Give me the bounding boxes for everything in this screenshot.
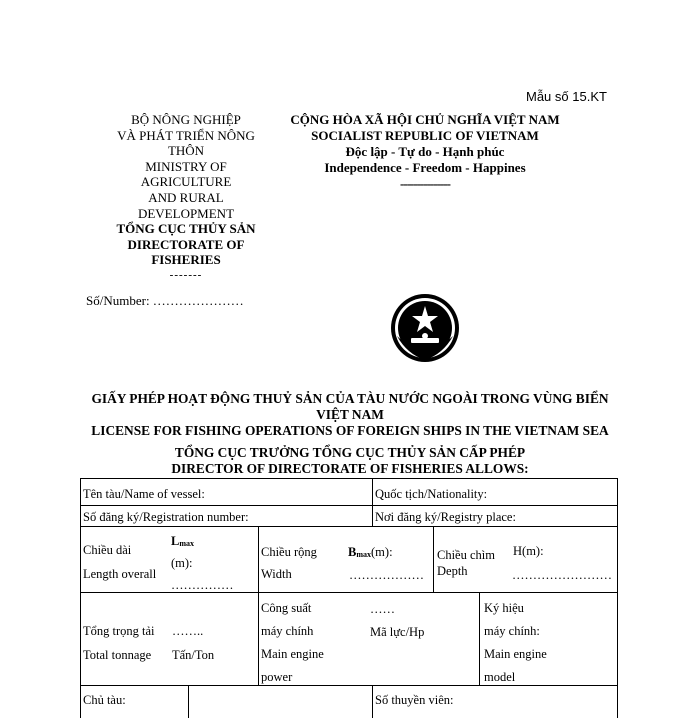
length-label-vi: Chiều dài [83,543,132,557]
director-title-en: DIRECTOR OF DIRECTORATE OF FISHERIES ALLOWS: [171,461,529,476]
width-label-en: Width [261,567,292,581]
engine-power-label: máy chính [261,624,314,638]
ministry-line: VÀ PHÁT TRIỂN NÔNG [117,127,255,143]
license-titles [80,391,620,477]
owner-label: Chủ tàu: [83,693,126,707]
width-symbol: Bmax(m): [348,545,393,559]
width-dots: ……………… [349,568,424,582]
national-heading [262,112,588,192]
form-code: Mẫu số 15.KT [526,89,607,104]
ministry-line: THÔN [167,143,205,159]
license-title-en: LICENSE FOR FISHING OPERATIONS OF FOREIGN SHIPS IN THE VIETNAM SEA [91,423,609,438]
engine-model-label: Main engine [484,647,547,661]
directorate-line: TỔNG CỤC THỦY SẢN [116,221,256,237]
length-label-en: Length overall [83,567,157,581]
issuing-authority [84,112,288,282]
engine-model-label: model [484,670,516,684]
crew-label: Số thuyền viên: [375,693,454,707]
ministry-line: AND RURAL [148,189,224,205]
depth-label: H(m): [513,544,544,558]
national-emblem [389,292,461,364]
vessel-details-table [80,478,618,718]
republic-vi: CỘNG HÒA XÃ HỘI CHỦ NGHĨA VIỆT NAM [290,112,560,127]
engine-power-dots: …… [370,602,395,616]
tonnage-label-en: Total tonnage [83,648,152,662]
ministry-line: MINISTRY OF [145,158,227,174]
tonnage-label-vi: Tổng trọng tải [83,624,155,638]
depth-label-en: Depth [437,564,468,578]
tonnage-unit: Tấn/Ton [172,648,215,662]
directorate-line: DIRECTORATE OF [127,236,245,252]
motto-en: Independence - Freedom - Happines [324,160,526,175]
license-title-vi: GIẤY PHÉP HOẠT ĐỘNG THUỶ SẢN CỦA TÀU NƯỚC NGOÀI TRONG VÙNG BIỂN VIỆT NAM [91,391,609,422]
nationality-label: Quốc tịch/Nationality: [375,487,488,501]
engine-model-label: Ký hiệu [484,601,524,615]
ministry-line: AGRICULTURE [140,174,232,190]
motto-vi: Độc lập - Tự do - Hạnh phúc [345,144,505,159]
ministry-line: BỘ NÔNG NGHIỆP [131,112,241,127]
registration-number-label: Số đăng ký/Registration number: [83,510,249,524]
document-number: Số/Number: ………………… [86,293,244,308]
engine-power-label: Main engine [261,647,324,661]
left-divider: ------- [169,268,203,281]
tonnage-dots: …….. [172,624,204,638]
length-symbol: Lmax [171,534,195,548]
director-title-vi: TỔNG CỤC TRƯỞNG TỔNG CỤC THỦY SẢN CẤP PHÉP [174,445,526,460]
directorate-line: FISHERIES [151,252,221,268]
engine-power-label: power [261,670,293,684]
right-divider: --------------- [400,176,450,191]
depth-dots: …………………… [512,568,612,582]
engine-power-unit: Mã lực/Hp [370,625,425,639]
engine-power-label: Công suất [261,601,312,615]
registry-place-label: Nơi đăng ký/Registry place: [375,510,516,524]
length-unit: (m): [171,556,193,570]
width-label-vi: Chiều rộng [261,545,317,559]
engine-model-label: máy chính: [484,624,540,638]
ministry-line: DEVELOPMENT [137,205,235,221]
vessel-name-label: Tên tàu/Name of vessel: [83,487,205,501]
depth-label-vi: Chiều chìm [437,548,495,562]
republic-en: SOCIALIST REPUBLIC OF VIETNAM [311,128,539,143]
length-dots: …………… [171,578,234,592]
